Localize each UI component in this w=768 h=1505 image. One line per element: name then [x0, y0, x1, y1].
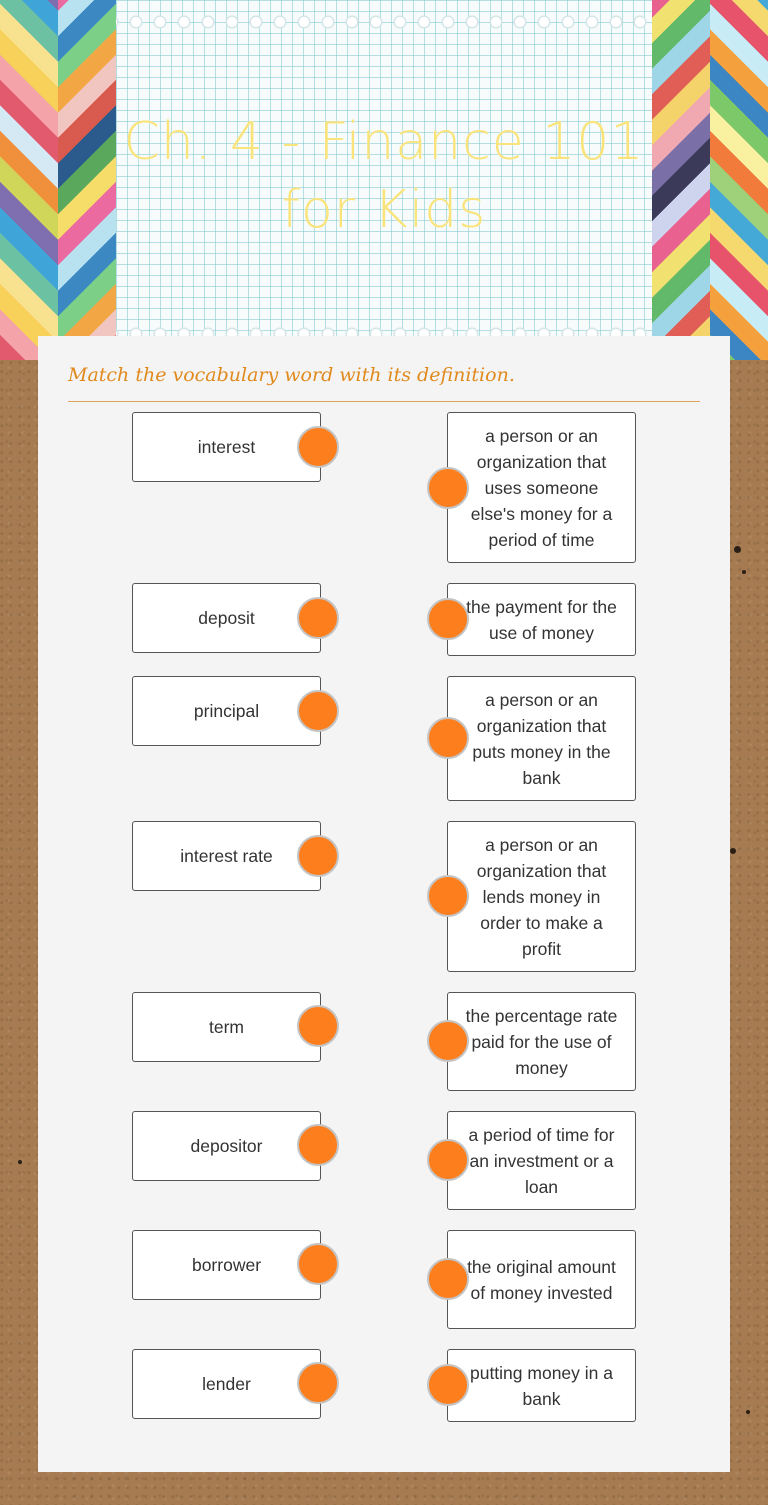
page-title: Ch. 4 - Finance 101 for Kids — [123, 112, 645, 240]
term-box[interactable] — [132, 1349, 321, 1419]
definition-connector-dot[interactable] — [427, 875, 469, 917]
term-label: deposit — [198, 608, 255, 628]
term-connector-dot[interactable] — [297, 1243, 339, 1285]
definition-label: a period of time for an investment or a loan — [468, 1124, 615, 1197]
term-box[interactable] — [132, 821, 321, 891]
term-label: interest — [197, 437, 256, 457]
divider — [68, 401, 700, 402]
term-label: principal — [193, 701, 260, 721]
header-banner — [0, 0, 768, 360]
term-box[interactable] — [132, 412, 321, 482]
definition-connector-dot[interactable] — [427, 1020, 469, 1062]
term-connector-dot[interactable] — [297, 1362, 339, 1404]
binder-holes-top — [116, 14, 652, 30]
definition-label: a person or an organization that puts money in the bank — [472, 689, 611, 788]
definition-box[interactable] — [447, 1230, 636, 1329]
definition-box[interactable] — [447, 412, 636, 563]
worksheet-card — [38, 336, 730, 1472]
board-speck — [730, 848, 736, 854]
definition-label: the percentage rate paid for the use of money — [465, 1005, 618, 1078]
definition-label: the payment for the use of money — [466, 596, 617, 643]
definition-connector-dot[interactable] — [427, 1364, 469, 1406]
term-label: lender — [202, 1374, 251, 1394]
term-label: interest rate — [180, 846, 273, 866]
definition-connector-dot[interactable] — [427, 467, 469, 509]
definition-label: a person or an organization that lends money in order to make a profit — [476, 834, 607, 959]
instructions: Match the vocabulary word with its definition. — [68, 364, 515, 386]
definition-label: the original amount of money invested — [467, 1256, 616, 1303]
term-label: depositor — [190, 1136, 263, 1156]
board-speck — [742, 570, 746, 574]
definition-box[interactable] — [447, 1349, 636, 1422]
term-box[interactable] — [132, 1230, 321, 1300]
definition-box[interactable] — [447, 821, 636, 972]
term-connector-dot[interactable] — [297, 835, 339, 877]
board-speck — [746, 1410, 750, 1414]
definition-box[interactable] — [447, 1111, 636, 1210]
definition-label: putting money in a bank — [469, 1362, 613, 1409]
term-label: borrower — [191, 1255, 262, 1275]
term-box[interactable] — [132, 676, 321, 746]
definition-box[interactable] — [447, 583, 636, 656]
term-connector-dot[interactable] — [297, 597, 339, 639]
definition-connector-dot[interactable] — [427, 1258, 469, 1300]
board-speck — [734, 546, 741, 553]
term-connector-dot[interactable] — [297, 690, 339, 732]
term-box[interactable] — [132, 992, 321, 1062]
term-box[interactable] — [132, 583, 321, 653]
term-connector-dot[interactable] — [297, 1005, 339, 1047]
definition-label: a person or an organization that uses someone else's money for a period of time — [470, 425, 613, 550]
definition-connector-dot[interactable] — [427, 598, 469, 640]
board-speck — [18, 1160, 22, 1164]
definition-box[interactable] — [447, 676, 636, 801]
definition-connector-dot[interactable] — [427, 1139, 469, 1181]
term-label: term — [209, 1017, 244, 1037]
term-connector-dot[interactable] — [297, 1124, 339, 1166]
definition-connector-dot[interactable] — [427, 717, 469, 759]
term-box[interactable] — [132, 1111, 321, 1181]
definition-box[interactable] — [447, 992, 636, 1091]
term-connector-dot[interactable] — [297, 426, 339, 468]
